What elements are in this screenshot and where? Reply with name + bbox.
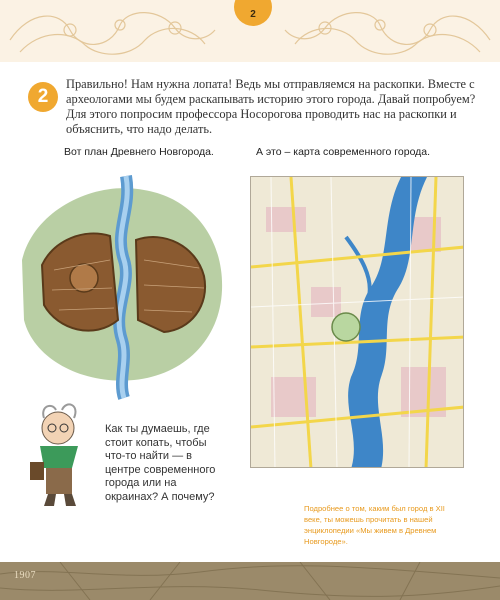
header-band (0, 0, 500, 62)
step-number: 2 (37, 86, 49, 107)
question-text: Как ты думаешь, где стоит копать, чтобы что-то найти — в центре современного города или на окраинах? А почему? (105, 423, 216, 503)
footer-stamp: 1907 (14, 570, 36, 581)
encyclopedia-note: Подробнее о том, каким был город в XII веке, ты можешь прочитать в нашей энциклопедии «Мы живем в Древнем Новгороде». (304, 504, 445, 546)
footer-texture (0, 562, 500, 600)
professor-illustration (22, 398, 100, 510)
page-number: 2 (250, 9, 256, 20)
step-number-badge (28, 82, 58, 112)
modern-city-map (250, 176, 464, 468)
footer-band (0, 562, 500, 600)
ancient-map-caption: Вот план Древнего Новгорода. (64, 146, 214, 158)
ancient-novgorod-plan (14, 170, 234, 400)
modern-map-caption: А это – карта современного города. (256, 146, 431, 158)
step-text: Правильно! Нам нужна лопата! Ведь мы отправляемся на раскопки. Вместе с археологами мы будем раскапывать историю этого города. Давай попробуем? Для этого попросим профессора Носорогова проводить нас на раскопки и объяснить, что надо делать. (66, 77, 476, 136)
modern-map-drawing (251, 177, 464, 468)
